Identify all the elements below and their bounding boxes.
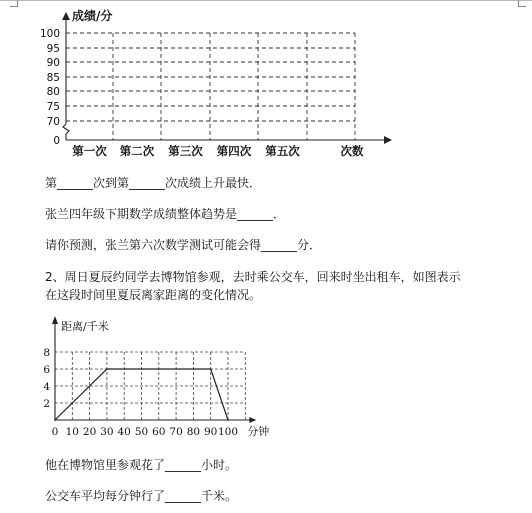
y-tick-label: 100 xyxy=(39,28,60,40)
x-axis-label: 次数 xyxy=(340,144,364,158)
x-category-label: 第五次 xyxy=(265,144,300,158)
x-tick-label: 90 xyxy=(204,426,218,438)
question-predict-sixth: 请你预测，张兰第六次数学测试可能会得______分． xyxy=(45,238,322,252)
x-axis-label: 分钟 xyxy=(247,425,270,438)
x-tick-label: 40 xyxy=(117,426,131,438)
y-tick-label: 85 xyxy=(46,72,60,84)
x-tick-label: 60 xyxy=(152,426,166,438)
y-axis-label: 成绩/分 xyxy=(72,9,113,23)
x-tick-label: 80 xyxy=(186,426,201,438)
axis-break-mark xyxy=(63,124,69,134)
x-tick-label: 0 xyxy=(51,426,59,438)
question-bus-speed: 公交车平均每分钟行了______千米。 xyxy=(45,489,238,503)
y-tick-label: 95 xyxy=(46,43,60,55)
y-tick-label: 90 xyxy=(46,57,60,69)
y-axis-arrow xyxy=(62,12,70,20)
x-category-label: 第二次 xyxy=(119,144,155,158)
question-museum-time: 他在博物馆里参观花了______小时。 xyxy=(45,458,238,472)
x-axis-arrow xyxy=(249,417,256,423)
x-tick-label: 30 xyxy=(100,426,114,438)
y-tick-label: 70 xyxy=(46,116,60,128)
x-tick-label: 70 xyxy=(169,426,183,438)
question-overall-trend: 张兰四年级下期数学成绩整体趋势是______． xyxy=(45,207,286,221)
score-chart xyxy=(0,0,532,170)
series-point xyxy=(54,419,56,421)
x-category-label: 第一次 xyxy=(72,144,107,158)
x-category-label: 第四次 xyxy=(216,144,252,158)
series-point xyxy=(106,368,108,370)
y-tick-label: 8 xyxy=(43,347,50,359)
y-tick-label: 0 xyxy=(53,135,60,147)
y-tick-label: 6 xyxy=(43,364,50,376)
series-point xyxy=(227,419,229,421)
x-tick-label: 20 xyxy=(82,426,97,438)
y-tick-label: 80 xyxy=(46,86,60,98)
y-tick-label: 2 xyxy=(43,398,50,410)
y-axis-arrow xyxy=(52,316,58,324)
x-tick-label: 100 xyxy=(217,426,239,438)
x-tick-label: 50 xyxy=(134,426,149,438)
distance-time-chart xyxy=(0,310,532,450)
x-tick-label: 10 xyxy=(65,426,79,438)
question-2-intro-line-2: 在这段时间里夏辰离家距离的变化情况。 xyxy=(45,288,262,302)
x-category-label: 第三次 xyxy=(168,144,203,158)
y-tick-label: 4 xyxy=(43,381,50,393)
y-tick-label: 75 xyxy=(46,101,60,113)
y-axis-label: 距离/千米 xyxy=(61,320,109,333)
question-2-intro-line-1: 2、周日夏辰约同学去博物馆参观，去时乘公交车，回来时坐出租车，如图表示 xyxy=(45,270,461,284)
question-fastest-rise: 第______次到第______次成绩上升最快． xyxy=(45,176,262,190)
x-axis-arrow xyxy=(384,136,392,144)
series-point xyxy=(210,368,212,370)
